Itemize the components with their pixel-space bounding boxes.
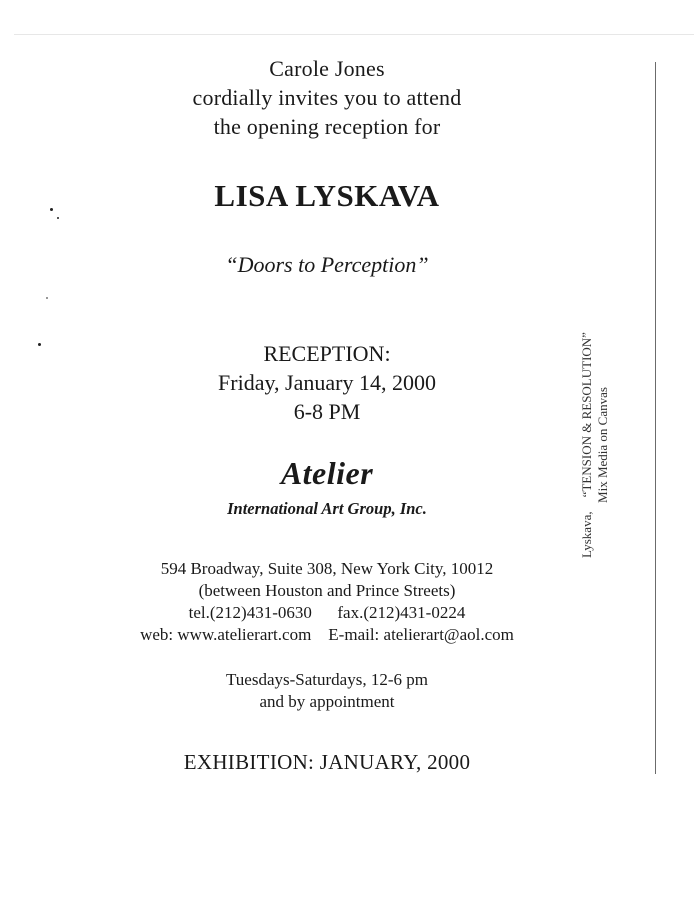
top-edge-rule <box>14 34 694 35</box>
phone-fax: tel.(212)431-0630 fax.(212)431-0224 <box>188 603 466 622</box>
artist-name: LISA LYSKAVA <box>214 178 440 213</box>
gallery-logo: Atelier <box>280 455 374 491</box>
host-name: Carole Jones <box>269 56 385 81</box>
caption-artist: Lyskava, <box>579 511 594 558</box>
caption-work-title: “TENSION & RESOLUTION” <box>579 332 594 498</box>
caption-medium: Mix Media on Canvas <box>595 387 610 503</box>
scan-speck <box>50 208 53 211</box>
caption-title-row <box>579 295 595 595</box>
appointment-note: and by appointment <box>259 692 395 711</box>
reception-for-line: the opening reception for <box>213 114 441 139</box>
exhibition-date: EXHIBITION: JANUARY, 2000 <box>183 750 471 774</box>
artwork-caption <box>579 295 613 595</box>
web-email: web: www.atelierart.com E-mail: atelierart@aol.com <box>140 625 514 644</box>
invite-line: cordially invites you to attend <box>192 85 462 110</box>
gallery-hours: Tuesdays-Saturdays, 12-6 pm <box>226 670 428 689</box>
gallery-name: International Art Group, Inc. <box>227 499 427 518</box>
show-title: “Doors to Perception” <box>225 252 429 277</box>
reception-time: 6-8 PM <box>293 399 361 424</box>
cross-streets: (between Houston and Prince Streets) <box>198 581 456 600</box>
street-address: 594 Broadway, Suite 308, New York City, 10012 <box>160 559 494 578</box>
reception-heading: RECEPTION: <box>263 341 391 366</box>
scan-speck <box>38 343 41 346</box>
scan-speck <box>46 297 48 299</box>
reception-date: Friday, January 14, 2000 <box>218 370 436 395</box>
scan-speck <box>57 217 59 219</box>
side-divider-rule <box>655 62 656 774</box>
